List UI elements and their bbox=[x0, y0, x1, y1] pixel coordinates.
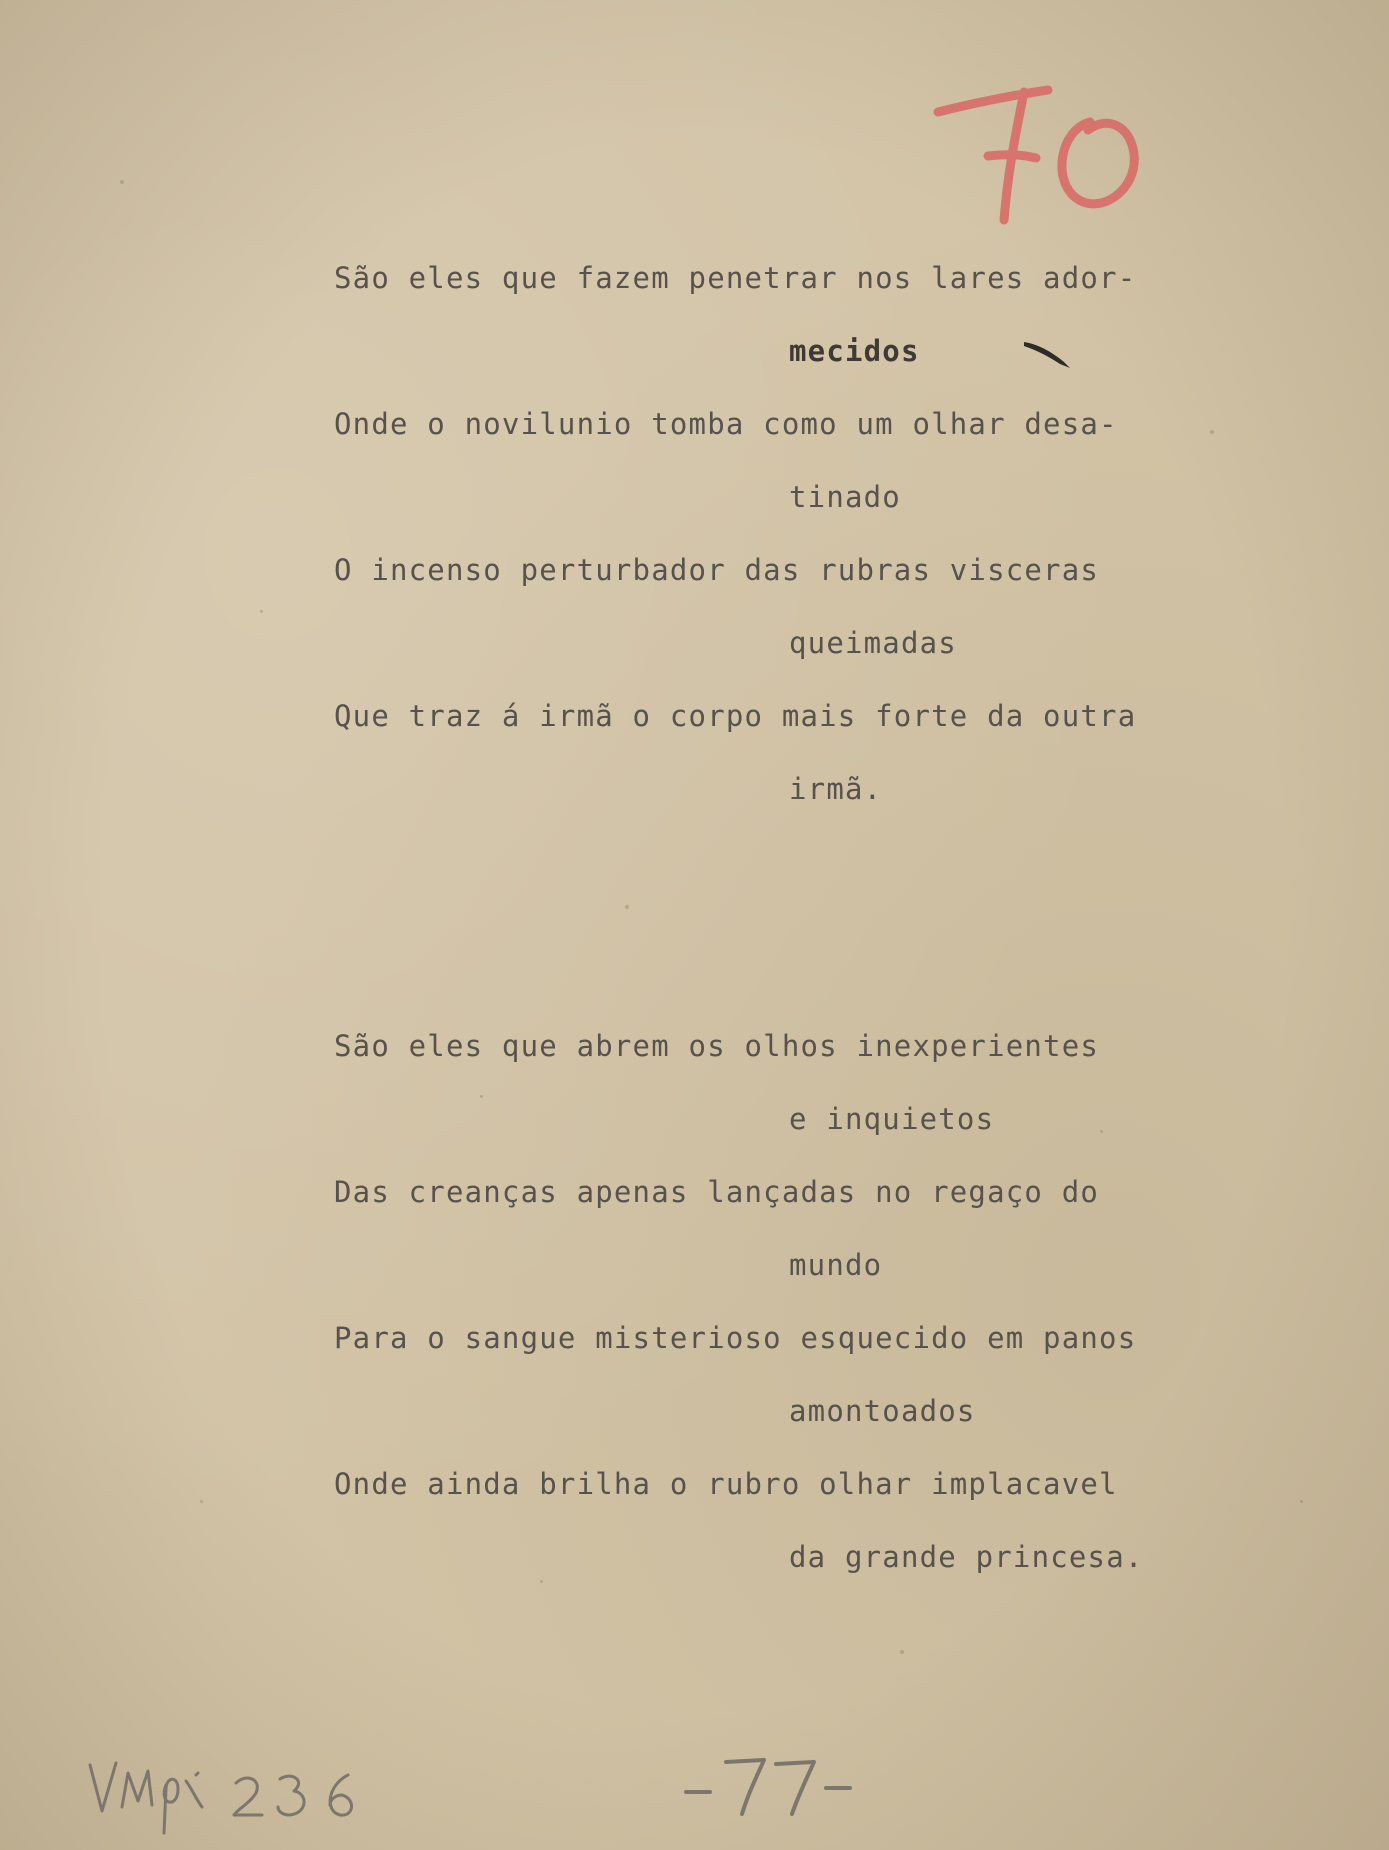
poem-line-continuation: amontoados bbox=[789, 1394, 976, 1428]
poem-line-continuation: mundo bbox=[789, 1248, 883, 1282]
poem-line-continuation: da grande princesa. bbox=[789, 1540, 1144, 1574]
poem-line-continuation: mecidos bbox=[789, 334, 920, 368]
poem-line: Onde ainda brilha o rubro olhar implacavel bbox=[334, 1467, 1118, 1501]
archive-code bbox=[86, 1745, 406, 1840]
poem-line-continuation: e inquietos bbox=[789, 1102, 995, 1136]
poem-line: Que traz á irmã o corpo mais forte da outra bbox=[334, 699, 1137, 733]
poem-line: Para o sangue misterioso esquecido em panos bbox=[334, 1321, 1137, 1355]
poem-line: Onde o novilunio tomba como um olhar desa- bbox=[334, 407, 1118, 441]
ink-smudge-mark bbox=[1020, 334, 1082, 374]
folio-number-mark bbox=[920, 70, 1160, 240]
poem-line: O incenso perturbador das rubras visceras bbox=[334, 553, 1100, 587]
poem-line: Das creanças apenas lançadas no regaço do bbox=[334, 1175, 1100, 1209]
poem-line-continuation: irmã. bbox=[789, 772, 883, 806]
poem-line-continuation: queimadas bbox=[789, 626, 957, 660]
poem-line: São eles que abrem os olhos inexperientes bbox=[334, 1029, 1100, 1063]
poem-line: São eles que fazem penetrar nos lares ador- bbox=[334, 261, 1137, 295]
poem-line-continuation: tinado bbox=[789, 480, 901, 514]
page-number bbox=[682, 1742, 862, 1822]
